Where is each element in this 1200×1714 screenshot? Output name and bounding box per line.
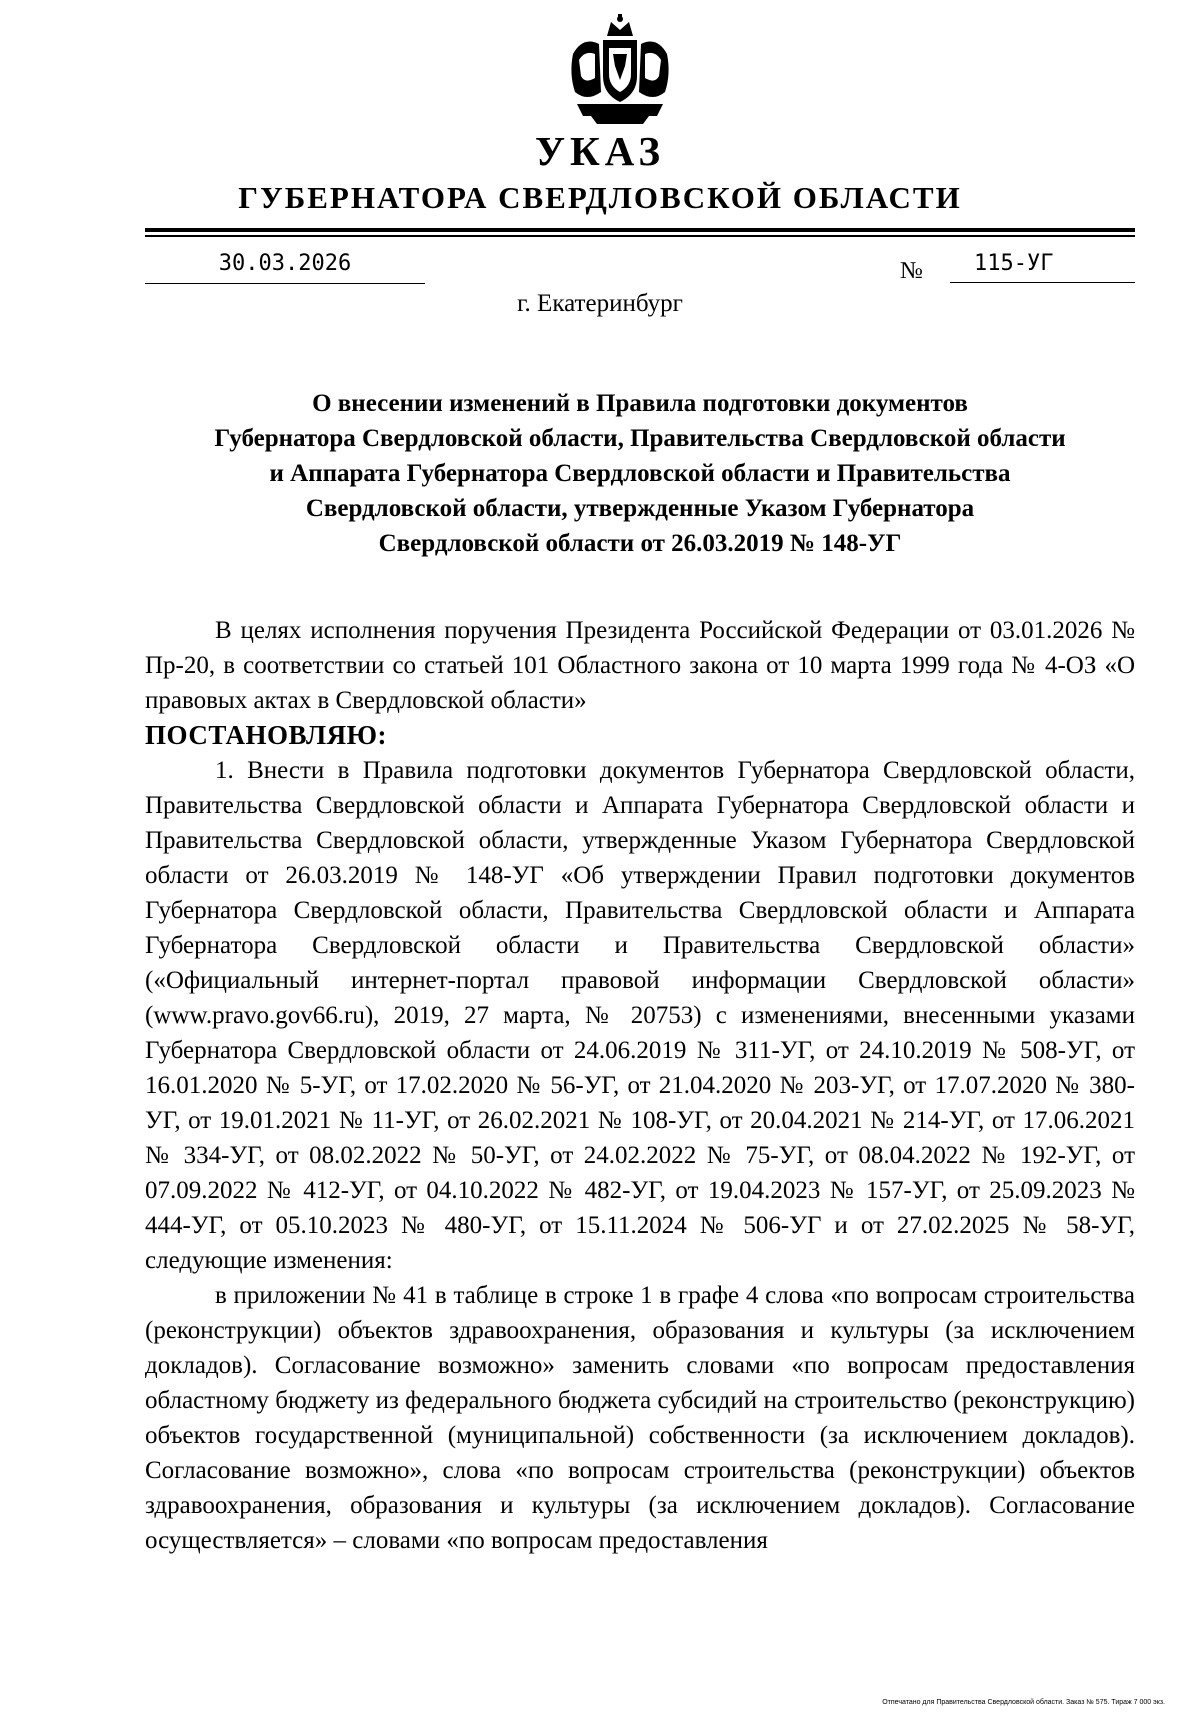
issuer-title: ГУБЕРНАТОРА СВЕРДЛОВСКОЙ ОБЛАСТИ (238, 180, 962, 215)
title-line: Свердловской области от 26.03.2019 № 148-УГ (378, 530, 902, 557)
title-line: Свердловской области, утвержденные Указом Губернатора (305, 495, 975, 522)
item-1-paragraph: 1. Внести в Правила подготовки документов Губернатора Свердловской области, Правительства Свердловской области и Аппарата Губернатора Свердловской области и Правительства Свердловской области, утвержденные Указом Губернатора Свердловской области от 26.03.2019 № 148-УГ «Об утверждении Правил подготовки документов Губернатора Свердловской области, Правительства Свердловской области и Аппарата Губернатора Свердловской области и Правительства Свердловской области» («Официальный интернет-портал правовой информации Свердловской области» (www.pravo.gov66.ru), 2019, 27 марта, № 20753) с изменениями, внесенными указами Губернатора Свердловской области от 24.06.2019 № 311-УГ, от 24.10.2019 № 508-УГ, от 16.01.2020 № 5-УГ, от 17.02.2020 № 56-УГ, от 21.04.2020 № 203-УГ, от 17.07.2020 № 380-УГ, от 19.01.2021 № 11-УГ, от 26.02.2021 № 108-УГ, от 20.04.2021 № 214-УГ, от 17.06.2021 № 334-УГ, от 08.02.2022 № 50-УГ, от 24.02.2022 № 75-УГ, от 08.04.2022 № 192-УГ, от 07.09.2022 № 412-УГ, от 04.10.2022 № 482-УГ, от 19.04.2023 № 157-УГ, от 25.09.2023 № 444-УГ, от 05.10.2023 № 480-УГ, от 15.11.2024 № 506-УГ и от 27.02.2025 № 58-УГ, следующие изменения: (145, 757, 1135, 1274)
title-line: Губернатора Свердловской области, Правительства Свердловской области (214, 425, 1066, 452)
document-title (145, 386, 1135, 561)
title-line: и Аппарата Губернатора Свердловской области и Правительства (269, 460, 1011, 487)
document-date: 30.03.2026 (145, 249, 425, 284)
resolve-heading: ПОСТАНОВЛЯЮ: (145, 720, 387, 750)
print-note: Отпечатано для Правительства Свердловской области. Заказ № 575. Тираж 7 000 экз. (882, 1699, 1165, 1706)
document-type: УКАЗ (534, 128, 666, 174)
document-number: 115-УГ (950, 249, 1135, 283)
number-sign: № (900, 258, 923, 284)
document-body (145, 613, 1135, 1558)
coat-of-arms-icon (565, 14, 675, 126)
header-rule-thick (145, 228, 1135, 232)
preamble-paragraph: В целях исполнения поручения Президента Российской Федерации от 03.01.2026 № Пр-20, в соответствии со статьей 101 Областного закона от 10 марта 1999 года № 4-ОЗ «О правовых актах в Свердловской области» (145, 617, 1135, 714)
title-line: О внесении изменений в Правила подготовки документов (312, 390, 968, 417)
change-paragraph: в приложении № 41 в таблице в строке 1 в графе 4 слова «по вопросам строительства (реконструкции) объектов здравоохранения, образования и культуры (за исключением докладов). Согласование возможно» заменить словами «по вопросам предоставления областному бюджету из федерального бюджета субсидий на строительство (реконструкцию) объектов государственной (муниципальной) собственности (за исключением докладов). Согласование возможно», слова «по вопросам строительства (реконструкции) объектов здравоохранения, образования и культуры (за исключением докладов). Согласование осуществляется» – словами «по вопросам предоставления (145, 1282, 1135, 1554)
city-line: г. Екатеринбург (517, 290, 683, 317)
header-rule-thin (145, 235, 1135, 237)
